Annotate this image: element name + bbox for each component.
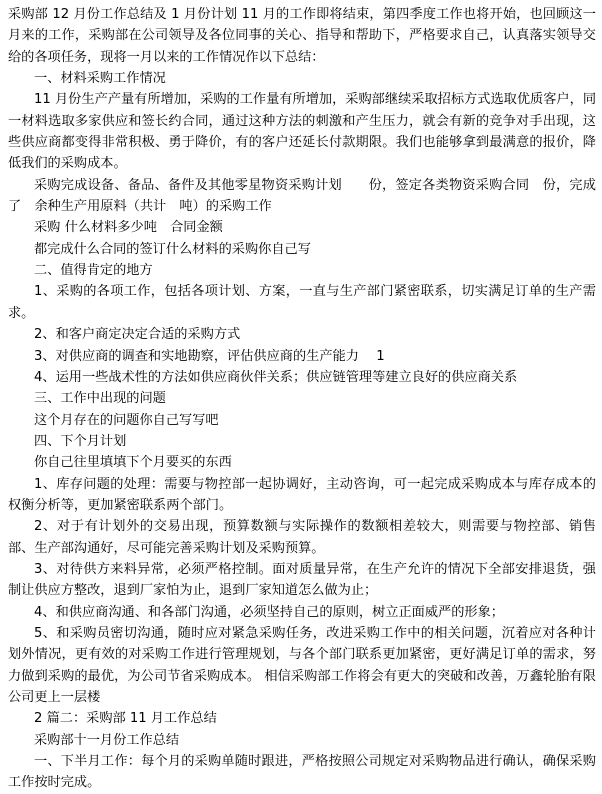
doc-part-two-paragraph: 一、下半月工作：每个月的采购单随时跟进，严格按照公司规定对采购物品进行确认，确保采购工作按时完成。: [8, 754, 596, 791]
doc-part-two-heading: 2 篇二：采购部 11 月工作总结: [34, 711, 217, 727]
list-item-plan-1: 1、库存问题的处理：需要与物控部一起协调好，主动咨询，可一起完成采购成本与库存成本的权衡分析等，更加紧密联系两个部门。: [8, 476, 596, 513]
doc-paragraph-purchase-completion: 采购完成设备、备品、备件及其他零星物资采购计划 份，签定各类物资采购合同 份，完成了 余种生产用原料（共计 吨）的采购工作: [8, 177, 596, 215]
doc-paragraph-intro: 采购部 12 月份工作总结及 1 月份计划 11 月的工作即将结束，第四季度工作也将开始，也回顾这一月来的工作，采购部在公司领导及各位同事的关心、指导和帮助下，严格要求自己，认真落实领导交给的各项任务，现将一月以来的工作情况作以下总结：: [8, 7, 596, 65]
list-item-positive-4: 4、运用一些战术性的方法如供应商伙伴关系；供应链管理等建立良好的供应商关系: [34, 369, 518, 385]
list-item-plan-2: 2、对于有计划外的交易出现，预算数额与实际操作的数额相差较大，则需要与物控部、销售部、生产部沟通好，尽可能完善采购计划及采购预算。: [8, 519, 596, 556]
doc-paragraph-problems-note: 这个月存在的问题你自己写写吧: [34, 412, 219, 428]
list-item-plan-3: 3、对待供方来料异常，必须严格控制。面对质量异常，在生产允许的情况下全部安排退货，强制让供应方整改，退到厂家怕为止，退到厂家知道怎么做为止；: [8, 561, 596, 599]
doc-paragraph-contracts-note: 都完成什么合同的签订什么材料的采购你自己写: [34, 241, 311, 257]
doc-paragraph-next-month-note: 你自己往里填填下个月要买的东西: [34, 455, 232, 471]
section-heading-material-purchasing: 一、材料采购工作情况: [34, 71, 166, 87]
doc-paragraph-november-production: 11 月份生产产量有所增加，采购的工作量有所增加，采购部继续采取招标方式选取优质客户，同一材料选取多家供应和签长约合同，通过这种方法的刺激和产生压力，就会有新的竞争对手出现，这些供应商都变得非常积极、勇于降价，有的客户还延长付款期限。我们也能够拿到最满意的报价，降低我们的采购成本。: [8, 92, 596, 172]
list-item-positive-1: 1、采购的各项工作，包括各项计划、方案，一直与生产部门紧密联系，切实满足订单的生产需求。: [8, 284, 596, 321]
section-heading-next-month: 四、下个月计划: [34, 433, 127, 449]
doc-paragraph-purchase-items: 采购 什么材料多少吨 合同金额: [34, 220, 223, 236]
section-heading-problems: 三、工作中出现的问题: [34, 391, 166, 407]
list-item-positive-3: 3、对供应商的调查和实地勘察，评估供应商的生产能力 1: [34, 348, 385, 364]
section-heading-positives: 二、值得肯定的地方: [34, 263, 153, 279]
doc-part-two-title: 采购部十一月份工作总结: [34, 732, 180, 748]
list-item-plan-4: 4、和供应商沟通、和各部门沟通，必须坚持自己的原则，树立正面威严的形象；: [34, 604, 504, 620]
list-item-positive-2: 2、和客户商定决定合适的采购方式: [34, 327, 241, 343]
list-item-plan-5: 5、和采购员密切沟通，随时应对紧急采购任务，改进采购工作中的相关问题，沉着应对各种计划外情况，更有效的对采购工作进行管理规划，与各个部门联系更加紧密，更好满足订单的需求，努力做到采购的最优，为公司节省采购成本。 相信采购部工作将会有更大的突破和改善，万鑫轮胎有限公司更上一层楼: [8, 625, 596, 705]
